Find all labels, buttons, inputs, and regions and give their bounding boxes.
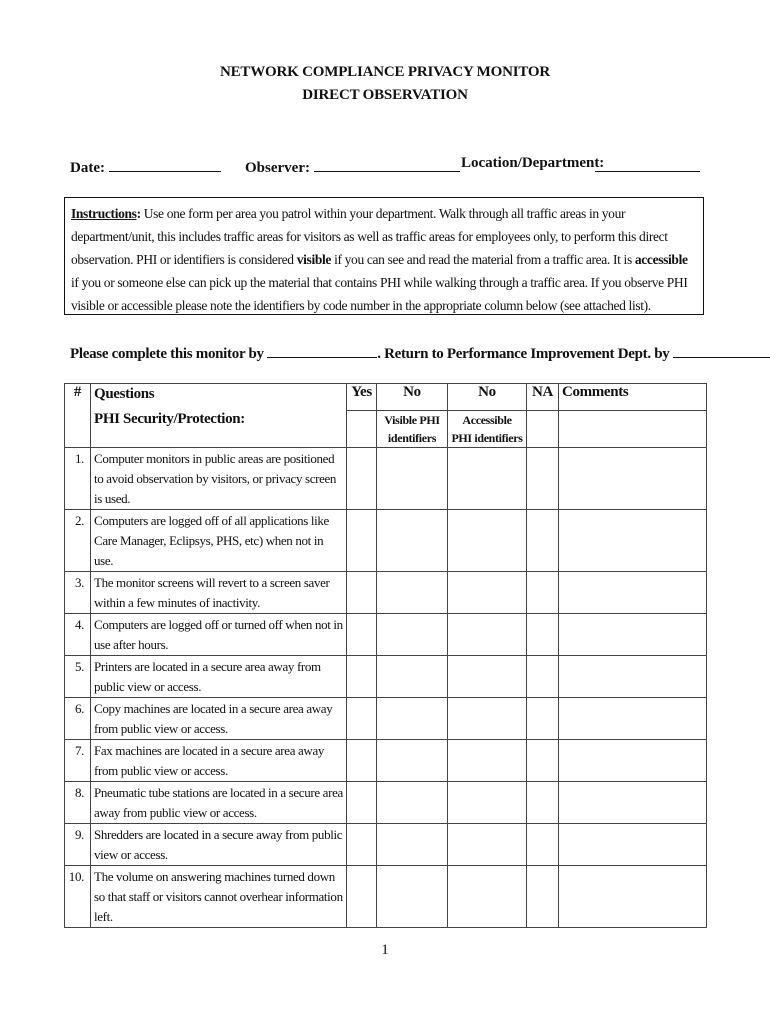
subheader-comments xyxy=(559,411,707,448)
table-row xyxy=(65,698,707,740)
instructions-box xyxy=(64,197,704,315)
yes-cell[interactable] xyxy=(347,614,377,656)
header-no-accessible: No xyxy=(448,384,527,411)
no-visible-cell[interactable] xyxy=(377,698,448,740)
na-cell[interactable] xyxy=(527,572,559,614)
row-number: 7. xyxy=(65,740,91,782)
row-question: Printers are located in a secure area away from public view or access. xyxy=(91,656,347,698)
row-number: 8. xyxy=(65,782,91,824)
comments-cell[interactable] xyxy=(559,614,707,656)
return-by-label: . Return to Performance Improvement Dept. by xyxy=(377,346,673,362)
location-label: Location/Department: xyxy=(461,155,605,171)
location-field xyxy=(461,155,604,172)
header-comments: Comments xyxy=(559,384,707,411)
section-title: PHI Security/Protection: xyxy=(94,411,245,427)
comments-cell[interactable] xyxy=(559,698,707,740)
na-cell[interactable] xyxy=(527,740,559,782)
instructions-text-2: if you can see and read the material from a traffic area. It is xyxy=(331,252,635,267)
comments-cell[interactable] xyxy=(559,866,707,928)
row-number: 1. xyxy=(65,448,91,510)
table-row xyxy=(65,866,707,928)
no-visible-cell[interactable] xyxy=(377,740,448,782)
na-cell[interactable] xyxy=(527,698,559,740)
subheader-visible-phi: Visible PHI identifiers xyxy=(377,411,448,448)
page-number: 1 xyxy=(381,942,389,958)
header-questions xyxy=(91,384,347,448)
table-row xyxy=(65,824,707,866)
header-no-visible: No xyxy=(377,384,448,411)
row-question: Computers are logged off of all applications like Care Manager, Eclipsys, PHS, etc) when not in use. xyxy=(91,510,347,572)
table-row xyxy=(65,656,707,698)
header-num: # xyxy=(65,384,91,448)
na-cell[interactable] xyxy=(527,448,559,510)
date-field xyxy=(70,155,221,177)
na-cell[interactable] xyxy=(527,824,559,866)
no-visible-cell[interactable] xyxy=(377,656,448,698)
no-accessible-cell[interactable] xyxy=(448,698,527,740)
no-visible-cell[interactable] xyxy=(377,824,448,866)
row-question: Copy machines are located in a secure area away from public view or access. xyxy=(91,698,347,740)
na-cell[interactable] xyxy=(527,866,559,928)
row-number: 5. xyxy=(65,656,91,698)
instructions-text-1: Use one form per area you patrol within your department. Walk through all traffic areas in your department/unit, this includes traffic areas for visitors as well as traffic areas for employees only, to perform this direct observation. PHI or identifiers is considered xyxy=(71,206,668,267)
row-number: 10. xyxy=(65,866,91,928)
observer-label: Observer: xyxy=(245,160,310,176)
observer-field xyxy=(245,155,460,177)
no-visible-cell[interactable] xyxy=(377,782,448,824)
table-row xyxy=(65,572,707,614)
header-yes: Yes xyxy=(347,384,377,411)
yes-cell[interactable] xyxy=(347,824,377,866)
row-question: Computer monitors in public areas are positioned to avoid observation by visitors, or privacy screen is used. xyxy=(91,448,347,510)
subheader-na xyxy=(527,411,559,448)
header-na: NA xyxy=(527,384,559,411)
completion-line xyxy=(70,341,710,363)
no-accessible-cell[interactable] xyxy=(448,782,527,824)
yes-cell[interactable] xyxy=(347,866,377,928)
complete-by-blank[interactable] xyxy=(267,341,377,358)
row-number: 3. xyxy=(65,572,91,614)
row-question: The monitor screens will revert to a screen saver within a few minutes of inactivity. xyxy=(91,572,347,614)
no-accessible-cell[interactable] xyxy=(448,510,527,572)
date-blank[interactable] xyxy=(109,155,221,172)
observer-blank[interactable] xyxy=(314,155,460,172)
no-accessible-cell[interactable] xyxy=(448,614,527,656)
location-blank[interactable] xyxy=(595,155,700,172)
subheader-yes xyxy=(347,411,377,448)
comments-cell[interactable] xyxy=(559,740,707,782)
comments-cell[interactable] xyxy=(559,824,707,866)
yes-cell[interactable] xyxy=(347,510,377,572)
no-accessible-cell[interactable] xyxy=(448,740,527,782)
yes-cell[interactable] xyxy=(347,656,377,698)
no-visible-cell[interactable] xyxy=(377,448,448,510)
no-accessible-cell[interactable] xyxy=(448,448,527,510)
header-fields xyxy=(70,155,710,179)
row-number: 6. xyxy=(65,698,91,740)
yes-cell[interactable] xyxy=(347,782,377,824)
yes-cell[interactable] xyxy=(347,448,377,510)
table-row xyxy=(65,510,707,572)
no-accessible-cell[interactable] xyxy=(448,866,527,928)
row-question: The volume on answering machines turned down so that staff or visitors cannot overhear information left. xyxy=(91,866,347,928)
no-visible-cell[interactable] xyxy=(377,866,448,928)
row-number: 4. xyxy=(65,614,91,656)
no-accessible-cell[interactable] xyxy=(448,824,527,866)
na-cell[interactable] xyxy=(527,782,559,824)
comments-cell[interactable] xyxy=(559,448,707,510)
instructions-visible: visible xyxy=(296,252,332,267)
yes-cell[interactable] xyxy=(347,572,377,614)
yes-cell[interactable] xyxy=(347,740,377,782)
comments-cell[interactable] xyxy=(559,510,707,572)
yes-cell[interactable] xyxy=(347,698,377,740)
na-cell[interactable] xyxy=(527,614,559,656)
table-row xyxy=(65,740,707,782)
row-question: Fax machines are located in a secure area away from public view or access. xyxy=(91,740,347,782)
table-header-row xyxy=(65,384,707,411)
document-subtitle: DIRECT OBSERVATION xyxy=(302,87,468,103)
instructions-label: Instructions xyxy=(71,206,137,221)
table-body xyxy=(65,448,707,928)
comments-cell[interactable] xyxy=(559,656,707,698)
row-question: Computers are logged off or turned off when not in use after hours. xyxy=(91,614,347,656)
comments-cell[interactable] xyxy=(559,572,707,614)
header-questions-label: Questions xyxy=(94,386,155,402)
monitor-table xyxy=(64,383,707,928)
table-row xyxy=(65,614,707,656)
return-by-blank[interactable] xyxy=(673,341,770,358)
instructions-colon: : xyxy=(136,206,141,221)
no-accessible-cell[interactable] xyxy=(448,656,527,698)
na-cell[interactable] xyxy=(527,656,559,698)
comments-cell[interactable] xyxy=(559,782,707,824)
no-visible-cell[interactable] xyxy=(377,572,448,614)
date-label: Date: xyxy=(70,160,105,176)
no-visible-cell[interactable] xyxy=(377,614,448,656)
document-title: NETWORK COMPLIANCE PRIVACY MONITOR xyxy=(219,64,551,80)
table-row xyxy=(65,782,707,824)
row-number: 9. xyxy=(65,824,91,866)
no-visible-cell[interactable] xyxy=(377,510,448,572)
na-cell[interactable] xyxy=(527,510,559,572)
instructions-text-3: if you or someone else can pick up the material that contains PHI while walking through a traffic area. If you observe PHI visible or accessible please note the identifiers by code number in the appropriate column below (see attached list). xyxy=(71,275,688,313)
subheader-accessible-phi: Accessible PHI identifiers xyxy=(448,411,527,448)
row-question: Pneumatic tube stations are located in a secure area away from public view or access. xyxy=(91,782,347,824)
no-accessible-cell[interactable] xyxy=(448,572,527,614)
instructions-accessible: accessible xyxy=(634,252,688,267)
row-number: 2. xyxy=(65,510,91,572)
table-row xyxy=(65,448,707,510)
complete-by-label: Please complete this monitor by xyxy=(70,346,268,362)
row-question: Shredders are located in a secure away from public view or access. xyxy=(91,824,347,866)
